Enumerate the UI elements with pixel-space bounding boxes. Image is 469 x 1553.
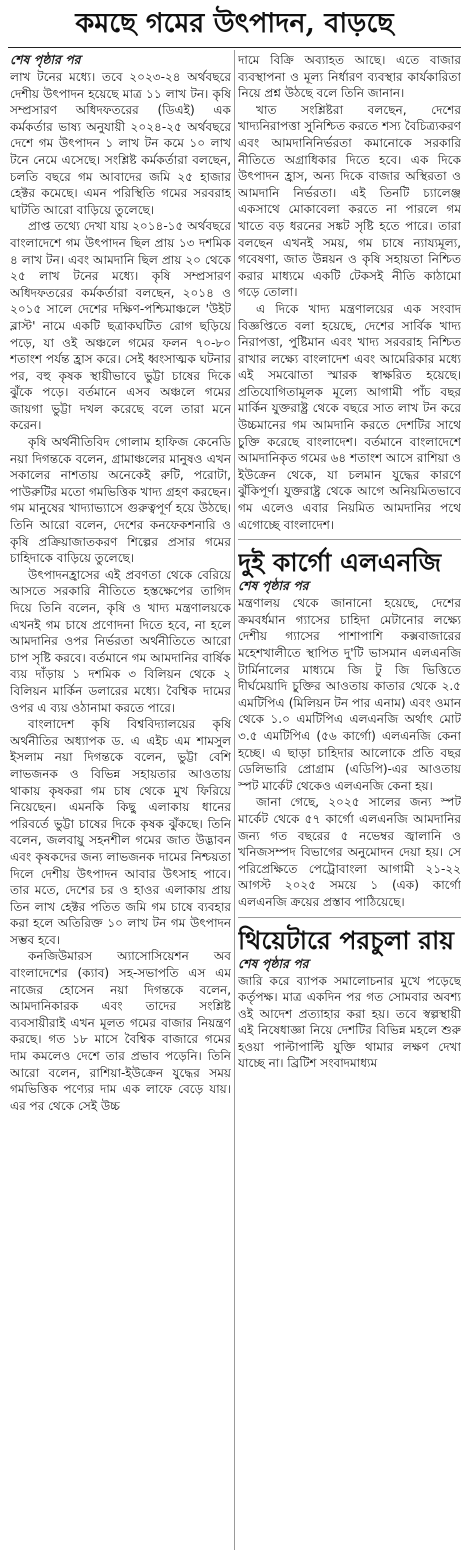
- right-column: [238, 52, 461, 1547]
- article-paragraph: কনজিউমারস অ্যাসোসিয়েশন অব বাংলাদেশের (ক্যাব) সহ-সভাপতি এস এম নাজের হোসেন নয়া দিগন্তকে বলেন, আমদানিকারক এবং তাদের সংশ্লিষ্ট ব্যবসায়ীরাই এখন মূলত গমের বাজার নিয়ন্ত্রণ করছে। গত ১৮ মাসে বৈশ্বিক বাজারে গমের দাম কমলেও দেশে তার প্রভাব পড়েনি। তিনি আরো বলেন, রাশিয়া-ইউক্রেন যুদ্ধের সময় গমভিত্তিক পণ্যের দাম এক লাফে বেড়ে যায়। এর পর থেকে সেই উচ্চ: [10, 949, 231, 1113]
- lng-headline: দুই কার্গো এলএনজি: [238, 548, 442, 578]
- article-paragraph: এ দিকে খাদ্য মন্ত্রণালয়ের এক সংবাদ বিজ্ঞপ্তিতে বলা হয়েছে, দেশের সার্বিক খাদ্য নিরাপত্তা, পুষ্টিমান এবং খাদ্য সরবরাহ নিশ্চিত রাখার লক্ষ্যে বাংলাদেশ এবং আমেরিকার মধ্যে এই সমঝোতা স্মারক স্বাক্ষরিত হয়েছে। প্রতিযোগিতামূলক মূল্যে আগামী পাঁচ বছর মার্কিন যুক্তরাষ্ট্র থেকে বছরে সাত লাখ টন করে উচ্চমানের গম আমদানি করতে দেশটির সাথে চুক্তি করেছে বাংলাদেশ। বর্তমানে বাংলাদেশে আমদানিকৃত গমের ৬৪ শতাংশ আসে রাশিয়া ও ইউক্রেন থেকে, যা চলমান যুদ্ধের কারণে ঝুঁকিপূর্ণ। যুক্তরাষ্ট্র থেকে আগে অনিয়মিতভাবে গম এলেও এবার নিয়মিত আমদানির পথে এগোচ্ছে বাংলাদেশ।: [238, 301, 461, 532]
- article-paragraph: দামে বিক্রি অব্যাহত আছে। এতে বাজার ব্যবস্থাপনা ও মূল্য নির্ধারণ ব্যবস্থার কার্যকারিতা নিয়ে প্রশ্ন উঠছে বলে তিনি জানান।: [238, 53, 461, 101]
- main-headline: কমছে গমের উৎপাদন, বাড়ছে: [75, 8, 394, 39]
- headline-divider: [8, 47, 461, 48]
- article-paragraph: লাখ টনের মধ্যে। তবে ২০২৩-২৪ অর্থবছরে দেশীয় উৎপাদন হয়েছে মাত্র ১১ লাখ টন। কৃষি সম্প্রসারণ অধিদফতরের (ডিএই) এক কর্মকর্তার ভাষ্য অনুযায়ী ২০২৪-২৫ অর্থবছরে দেশে গম উৎপাদন ১ লাখ টন কমে ১০ লাখ টনে নেমে এসেছে। সংশ্লিষ্ট কর্মকর্তারা বলছেন, চলতি বছরে গম আবাদের জমি ২৫ হাজার হেক্টর কমেছে। এমন পরিস্থিতি গমের সরবরাহ ঘাটতি আরো বাড়িয়ে তুলেছে।: [10, 70, 231, 217]
- continued-from-label: শেষ পৃষ্ঠার পর: [238, 955, 309, 971]
- section-divider: [238, 917, 461, 918]
- article-paragraph: উৎপাদনহ্রাসের এই প্রবণতা থেকে বেরিয়ে আসতে সরকারি নীতিতে হস্তক্ষেপের তাগিদ দিয়ে তিনি বলেন, কৃষি ও খাদ্য মন্ত্রণালয়কে এখনই গম চাষে প্রণোদনা দিতে হবে, না হলে আমদানির ওপর নির্ভরতা অর্থনীতিতে আরো চাপ সৃষ্টি করবে। বর্তমানে গম আমদানির বার্ষিক ব্যয় দাঁড়ায় ১ দশমিক ৩ বিলিয়ন থেকে ২ বিলিয়ন মার্কিন ডলারের মধ্যে। বৈশ্বিক দামের ওপর এ ব্যয় ওঠানামা করতে পারে।: [10, 567, 231, 715]
- left-column: [10, 52, 231, 1547]
- continued-from-label: শেষ পৃষ্ঠার পর: [10, 52, 81, 67]
- theatre-headline: থিয়েটারে পরচুলা রায়: [238, 925, 455, 955]
- article-paragraph: মন্ত্রণালয় থেকে জানানো হয়েছে, দেশের ক্রমবর্ধমান গ্যাসের চাহিদা মেটানোর লক্ষ্যে দেশীয় গ্যাসের পাশাপাশি কক্সবাজারের মহেশখালীতে স্থাপিত দু'টি ভাসমান এলএনজি টার্মিনালের মাধ্যমে জি টু জি ভিত্তিতে দীর্ঘমেয়াদি চুক্তির আওতায় কাতার থেকে ২.৫ এমটিপিএ (মিলিয়ন টন পার এনাম) এবং ওমান থেকে ১.০ এমটিপিএ এলএনজি অর্থাৎ মোট ৩.৫ এমটিপিএ (৫৬ কার্গো) এলএনজি কেনা হচ্ছে। এ ছাড়া চাহিদার আলোকে প্রতি বছর ডেলিভারি প্রোগ্রাম (এডিপি)-এর আওতায় স্পট মার্কেট থেকেও এলএনজি কেনা হয়।: [238, 596, 461, 793]
- article-paragraph: কৃষি অর্থনীতিবিদ গোলাম হাফিজ কেনেডি নয়া দিগন্তকে বলেন, গ্রামাঞ্চলের মানুষও এখন সকালের নাশতায় অনেকেই রুটি, পরোটা, পাউরুটির মতো গমভিত্তিক খাদ্য গ্রহণ করছেন। গম মানুষের খাদ্যাভ্যাসে গুরুত্বপূর্ণ হয়ে উঠছে। তিনি আরো বলেন, দেশের কনফেকশনারি ও কৃষি প্রক্রিয়াজাতকরণ শিল্পের প্রসার গমের চাহিদাকে বাড়িয়ে তুলেছে।: [10, 435, 231, 566]
- article-paragraph: জানা গেছে, ২০২৫ সালের জন্য স্পট মার্কেট থেকে ৫৭ কার্গো এলএনজি আমদানির জন্য গত বছরের ৫ নভেম্বর জ্বালানি ও খনিজসম্পদ বিভাগের অনুমোদন দেয়া হয়। সে পরিপ্রেক্ষিতে পেট্রোবাংলা আগামী ২১-২২ আগস্ট ২০২৫ সময়ে ১ (এক) কার্গো এলএনজি ক্রয়ের প্রস্তাব পাঠিয়েছে।: [238, 795, 461, 909]
- article-paragraph: প্রাপ্ত তথ্যে দেখা যায় ২০১৪-১৫ অর্থবছরে বাংলাদেশে গম উৎপাদন ছিল প্রায় ১৩ দশমিক ৪ লাখ টন। এবং আমদানি ছিল প্রায় ২০ থেকে ২৫ লাখ টনের মধ্যে। কৃষি সম্প্রসারণ অধিদফতরের কর্মকর্তারা বলছেন, ২০১৪ ও ২০১৫ সালে দেশের দক্ষিণ-পশ্চিমাঞ্চলে 'উইট ব্লাস্ট' নামে একটি ছত্রাকঘটিত রোগ ছড়িয়ে পড়ে, যা ওই অঞ্চলে গমের ফলন ৭০-৮০ শতাংশ পর্যন্ত হ্রাস করে। সেই ধ্বংসাত্মক ঘটনার পর, বহু কৃষক স্থায়ীভাবে ভুট্টা চাষের দিকে ঝুঁকে পড়ে। বর্তমানে এসব অঞ্চলে গমের জায়গা ভুট্টা দখল করেছে বলে তারা মনে করেন।: [10, 219, 231, 433]
- section-divider: [238, 539, 461, 540]
- continued-from-label: শেষ পৃষ্ঠার পর: [238, 578, 309, 594]
- column-divider: [234, 50, 235, 1550]
- article-paragraph: জারি করে ব্যাপক সমালোচনার মুখে পড়েছে কর্তৃপক্ষ। মাত্র একদিন পর গত সোমবার অবশ্য ওই আদেশ প্রত্যাহার করা হয়। তবে স্বল্পস্থায়ী এই নিষেধাজ্ঞা নিয়ে দেশটির বিভিন্ন মহলে শুরু হওয়া পাল্টাপাল্টি যুক্তি থামার লক্ষণ দেখা যাচ্ছে না। ব্রিটিশ সংবাদমাধ্যম: [238, 973, 461, 1071]
- article-paragraph: বাংলাদেশ কৃষি বিশ্ববিদ্যালয়ের কৃষি অর্থনীতির অধ্যাপক ড. এ এইচ এম শামসুল ইসলাম নয়া দিগন্তকে বলেন, ভুট্টা বেশি লাভজনক ও বিভিন্ন সহায়তার আওতায় থাকায় কৃষকরা গম চাষ থেকে মুখ ফিরিয়ে নিয়েছেন। এমনকি কিছু এলাকায় ধানের পরিবর্তে ভুট্টা চাষের দিকে কৃষক ঝুঁকছে। তিনি বলেন, জলবায়ু সহনশীল গমের জাত উদ্ভাবন এবং কৃষকদের জন্য লাভজনক দামের নিশ্চয়তা দিলে দেশীয় উৎপাদন আবার উৎসাহ পাবে। তার মতে, দেশের চর ও হাওর এলাকায় প্রায় তিন লাখ হেক্টর পতিত জমি গম চাষে ব্যবহার করা হলে অতিরিক্ত ১০ লাখ টন গম উৎপাদন সম্ভব হবে।: [10, 717, 231, 947]
- article-paragraph: খাত সংশ্লিষ্টরা বলছেন, দেশের খাদ্যনিরাপত্তা সুনিশ্চিত করতে শস্য বৈচিত্র্যকরণ এবং আমদানিনির্ভরতা কমানোকে সরকারি নীতিতে অগ্রাধিকার দিতে হবে। এক দিকে উৎপাদন হ্রাস, অন্য দিকে বাজার অস্থিরতা ও আমদানি নির্ভরতা। এই তিনটি চ্যালেঞ্জ একসাথে মোকাবেলা করতে না পারলে গম খাতে বড় ধরনের সঙ্কট সৃষ্টি হতে পারে। তারা বলছেন এখনই সময়, গম চাষে ন্যায্যমূল্য, গবেষণা, জাত উন্নয়ন ও কৃষি সহায়তা নিশ্চিত করার মাধ্যমে একটি টেকসই নীতি কাঠামো গড়ে তোলা।: [238, 102, 461, 300]
